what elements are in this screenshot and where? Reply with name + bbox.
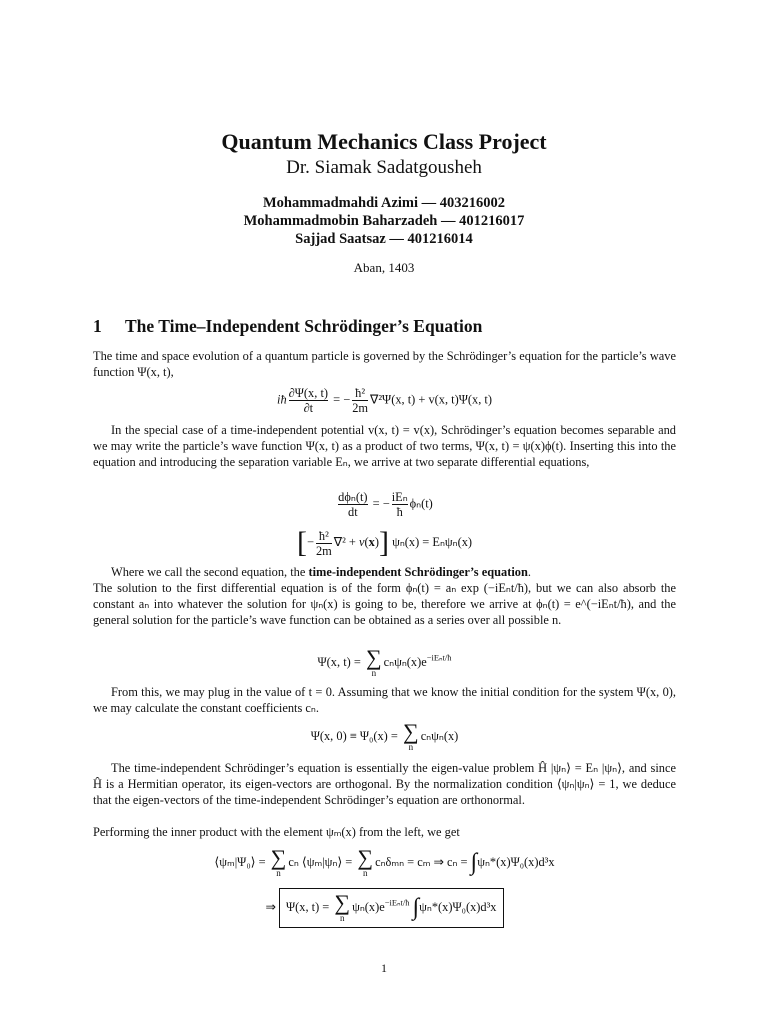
boxed-result: Ψ(x, t) = ∑ n $\psi_n(x)e^{-iE_nt/ħ}$ ∫ψₙ*(x)Ψ₀(x)d³x [279, 888, 504, 928]
equation-schrodinger: iħ $\frac{\partial\Psi(x, t)}{\partial t}$ = − $\frac{\text{ħ²}}{2m}$ ∇²Ψ(x, t) + v(x, t)Ψ(x, t) [277, 386, 492, 415]
paper-subtitle: Dr. Siamak Sadatgousheh [286, 157, 482, 178]
equation-time-independent: [− $\frac{\text{ħ²}}{2m}$ ∇² + v(x)] ψₙ(x) = Eₙψₙ(x) [296, 526, 473, 559]
paper-title: Quantum Mechanics Class Project [221, 129, 547, 154]
paragraph-4: The solution to the first differential equation is of the form ϕₙ(t) = aₙ exp (−iEₙt/ħ), but we can also absorb the constant aₙ into whatever the solution for ψₙ(x) is going to be, therefore we arrive at ϕₙ(t) = e^(−iEₙt/ħ), and the general solution for the particle’s wave function can be obtained as a series over all possible n. [93, 581, 676, 627]
paper-date: Aban, 1403 [353, 260, 415, 275]
author-2: Mohammadmobin Baharzadeh — 401216017 [243, 213, 525, 229]
paragraph-1: The time and space evolution of a quantum particle is governed by the Schrödinger’s equation for the particle’s wave function Ψ(x, t), [93, 349, 676, 379]
equation-final-boxed: ⇒ Ψ(x, t) = ∑ n $\psi_n(x)e^{-iE_nt/ħ}$ ∫ψₙ*(x)Ψ₀(x)d³x [93, 888, 676, 928]
title-block [0, 128, 768, 276]
author-list [0, 194, 768, 248]
paragraph-6: The time-independent Schrödinger’s equation is essentially the eigen-value problem Ĥ |ψₙ⟩ = Eₙ |ψₙ⟩, and since Ĥ is a Hermitian operator, its eigen-vectors are orthogonal. By the normalization condition ⟨ψₙ|ψₙ⟩ = 1, we deduce that the eigen-vectors of the time-independent Schrödinger’s equation are orthonormal. [93, 761, 676, 807]
paragraph-5: From this, we may plug in the value of t = 0. Assuming that we know the initial condition for the system Ψ(x, 0), we may calculate the constant coefficients cₙ. [93, 685, 676, 715]
author-1: Mohammadmahdi Azimi — 403216002 [262, 195, 506, 211]
section-heading [93, 316, 482, 337]
section-number: 1 [93, 316, 102, 336]
paragraph-3: Where we call the second equation, the time-independent Schrödinger’s equation. [111, 565, 531, 579]
equation-initial-condition: Ψ(x, 0) ≡ Ψ₀(x) = ∑ n cₙψₙ(x) [310, 719, 459, 752]
equation-time-part: $\frac{\text{dϕₙ(t)}}{dt}$ = − $\frac{\text{iEₙ}}{ħ}$ ϕₙ(t) [338, 490, 433, 519]
equation-general-solution: Ψ(x, t) = ∑ n $c_n\psi_n(x)e^{-iE_nt/ħ}$ [317, 645, 452, 678]
equation-inner-product: ⟨ψₘ|Ψ₀⟩ = ∑ n cₙ ⟨ψₘ|ψₙ⟩ = ∑ n cₙδₘₙ = cₘ ⇒ cₙ = ∫ψₙ*(x)Ψ₀(x)d³x [214, 845, 555, 878]
paragraph-2: In the special case of a time-independent potential v(x, t) = v(x), Schrödinger’s equation becomes separable and we may write the particle’s wave function Ψ(x, t) as a product of two terms, Ψ(x, t) = ψ(x)ϕ(t). Inserting this into the equation and introducing the separation variable Eₙ, we arrive at two separate differential equations, [93, 423, 676, 469]
paragraph-7: Performing the inner product with the element ψₘ(x) from the left, we get [93, 825, 460, 839]
section-title: The Time–Independent Schrödinger’s Equation [125, 316, 483, 336]
page-number: 1 [381, 961, 387, 975]
author-3: Sajjad Saatsaz — 401216014 [295, 231, 473, 247]
